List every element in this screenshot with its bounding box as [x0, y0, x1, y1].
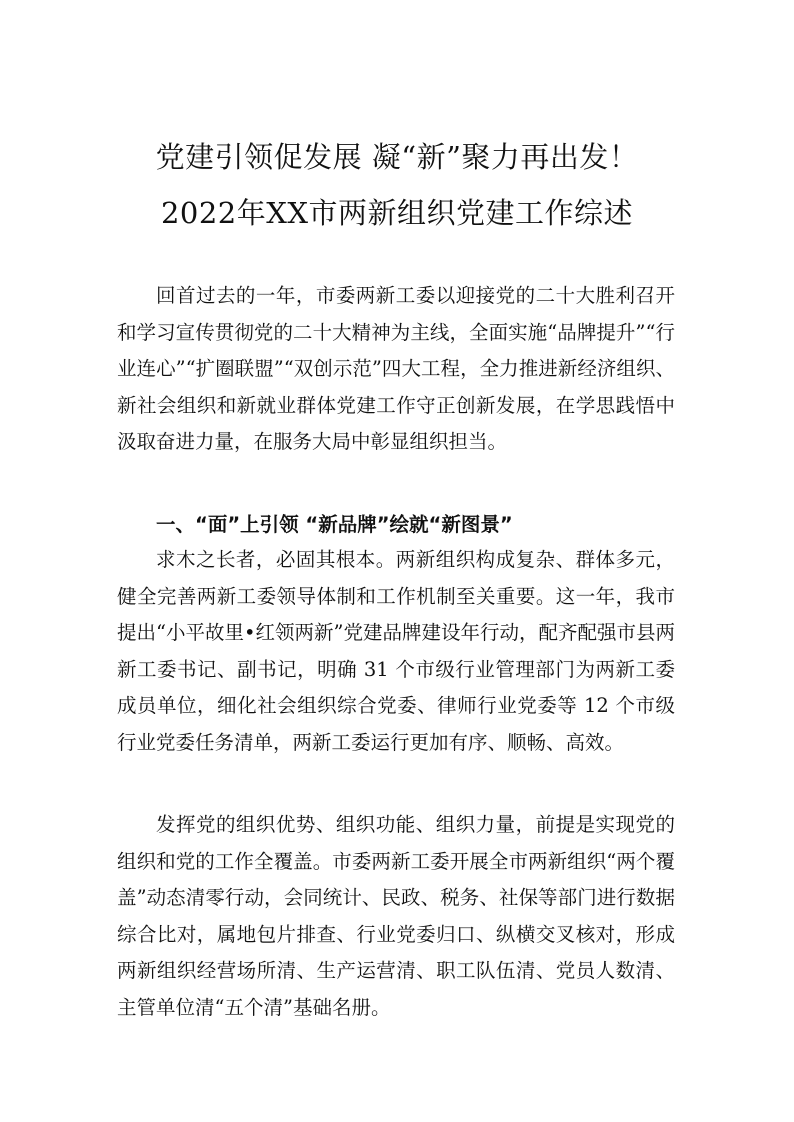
section-1-heading: 一、“面”上引领 “新品牌”绘就“新图景” — [156, 513, 513, 536]
document-title-line-2: 2022年XX市两新组织党建工作综述 — [160, 196, 634, 230]
section-1-paragraph-2: 发挥党的组织优势、组织功能、组织力量，前提是实现党的组织和党的工作全覆盖。市委两新工委开展全市两新组织“两个覆盖”动态清零行动，会同统计、民政、税务、社保等部门进行数据综合比对，属地包片排查、行业党委归口、纵横交叉核对，形成两新组织经营场所清、生产运营清、职工队伍清、党员人数清、主管单位清“五个清”基础名册。 — [117, 813, 675, 1019]
section-1-paragraph-1: 求木之长者，必固其根本。两新组织构成复杂、群体多元，健全完善两新工委领导体制和工作机制至关重要。这一年，我市提出“小平故里•红领两新”党建品牌建设年行动，配齐配强市县两新工委书记、副书记，明确 31 个市级行业管理部门为两新工委成员单位，细化社会组织综合党委、律师行业党委等 12 个市级行业党委任务清单，两新工委运行更加有序、顺畅、高效。 — [117, 548, 675, 754]
intro-paragraph: 回首过去的一年，市委两新工委以迎接党的二十大胜利召开和学习宣传贯彻党的二十大精神为主线，全面实施“品牌提升”“行业连心”“扩圈联盟”“双创示范”四大工程，全力推进新经济组织、新社会组织和新就业群体党建工作守正创新发展，在学思践悟中汲取奋进力量，在服务大局中彰显组织担当。 — [117, 284, 675, 453]
document-title-line-1: 党建引领促发展 凝“新”聚力再出发！ — [155, 140, 639, 174]
